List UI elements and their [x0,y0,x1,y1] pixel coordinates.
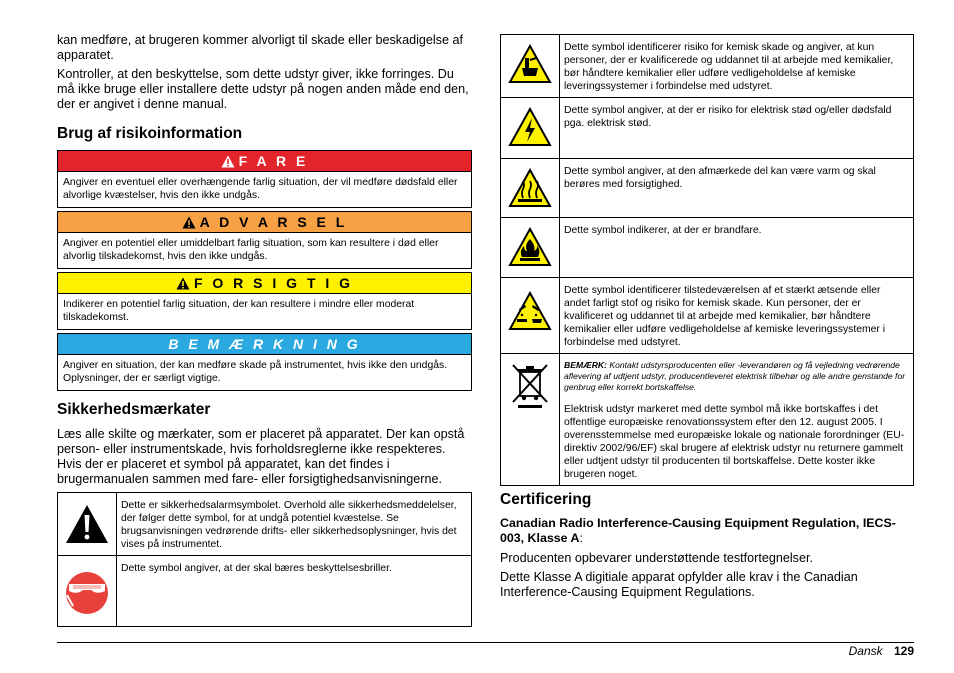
table-row [501,218,914,278]
safety-labels-paragraph: Læs alle skilte og mærkater, som er placeret på apparatet. Der kan opstå person- eller instrumentskade, hvis forholdsreglerne ikke respekteres. Hvis der er placeret et symbol på apparatet, kan det findes i brugermanualen sammen med fare- eller forsigtighedsanvisningerne. [57,427,465,486]
symbol-cell [58,556,117,627]
symbol-description: Dette symbol identificerer tilstedeværelsen af et stærkt ætsende eller andet farligt stof og risiko for kemisk skade. Kun personer, der er kvalificeret og uddannet til at arbejde med kemikalier, bør håndtere kemikalier eller udføre vedligeholdelse af kemiske leveringssystemer i forbindelse med udstyret. [560,278,914,354]
symbol-description: Dette symbol angiver, at der skal bæres beskyttelsesbriller. [117,556,472,627]
hazard-text-warning: Angiver en potentiel eller umiddelbart farlig situation, som kan resultere i død eller alvorlig tilskadekomst, hvis den ikke undgås. [63,238,439,262]
heading-risk-information: Brug af risikoinformation [57,125,243,142]
weee-description-cell [560,354,914,486]
hot-surface-icon [508,168,552,208]
exclamation-triangle-icon [64,503,110,545]
weee-text: Elektrisk udstyr markeret med dette symbol må ikke bortskaffes i det offentlige europæiske renovationssystem efter den 12. august 2005. I overensstemmelse med europæiske lokale og nationale forordninger (EU-direktiv 2002/96/EF) skal brugere af elektrisk udstyr nu returnere gammelt eller udtjent udstyr til producenten til bortskaffelse. Dette koster ikke brugeren noget. [564,404,905,480]
warning-triangle-icon [182,216,196,229]
table-row [501,159,914,218]
table-row [58,556,472,627]
footer-language: Dansk [848,644,883,658]
symbol-cell [501,354,560,486]
weee-note: BEMÆRK: Kontakt udstyrsproducenten eller -leverandøren og få vejledning vedrørende aflevering af udtjent udstyr, producentleveret elektrisk tilbehør og alle andre genstande for genbrug eller korrekt bortskaffelse. [564,360,906,392]
hazard-text-notice: Angiver en situation, der kan medføre skade på instrumentet, hvis ikke den undgås. Oplysninger, der er særligt vigtige. [63,360,448,384]
symbol-description: Dette symbol identificerer risiko for kemisk skade og angiver, at kun personer, der er kvalificerede og uddannet til at arbejde med kemikalier, bør håndtere kemikalier eller udføre vedligeholdelse af kemiske leveringssystemer i forbindelse med udstyret. [560,35,914,98]
warning-triangle-icon [221,155,235,168]
intro-paragraph-1: kan medføre, at brugeren kommer alvorligt til skade eller beskadigelse af apparatet. [57,33,463,62]
symbol-cell [501,218,560,278]
heading-safety-labels: Sikkerhedsmærkater [57,401,211,418]
symbol-table-left [57,492,472,627]
safety-glasses-icon [63,568,111,616]
hazard-box-danger [57,150,472,208]
symbol-description: Dette er sikkerhedsalarmsymbolet. Overhold alle sikkerhedsmeddelelser, der følger dette symbol, for at undgå potentiel kvæstelse. Se brugsanvisningen vedrørende drifts- eller sikkerhedsoplysninger, hvis det vises på instrumentet. [117,493,472,556]
cert-subheading: Canadian Radio Interference-Causing Equipment Regulation, IECS-003, Klasse A: [500,516,896,545]
corrosive-icon [508,291,552,331]
symbol-cell [501,35,560,98]
hazard-box-notice [57,333,472,391]
hazard-text-caution: Indikerer en potentiel farlig situation, der kan resultere i mindre eller moderat tilskadekomst. [63,299,415,323]
electrical-hazard-icon [508,107,552,147]
hazard-box-warning [57,211,472,269]
symbol-cell [501,278,560,354]
symbol-table-right [500,34,914,486]
symbol-cell [501,159,560,218]
intro-paragraph-2: Kontroller, at den beskyttelse, som dette udstyr giver, ikke forringes. Du må ikke bruge eller installere dette udstyr på nogen anden måde end den, der er angivet i denne manual. [57,67,469,111]
heading-certification: Certificering [500,491,592,508]
hazard-box-caution [57,272,472,330]
hazard-label-danger: F A R E [58,151,471,172]
cert-paragraph-1: Producenten opbevarer understøttende testfortegnelser. [500,551,813,565]
cert-paragraph-2: Dette Klasse A digitiale apparat opfylder alle krav i the Canadian Interference-Causing Equipment Regulations. [500,570,858,599]
chemical-hazard-icon [508,44,552,84]
hazard-label-warning: A D V A R S E L [58,212,471,233]
symbol-description: Dette symbol indikerer, at der er brandfare. [560,218,914,278]
table-row [501,98,914,159]
table-row [501,278,914,354]
table-row [501,354,914,486]
fire-hazard-icon [508,227,552,267]
hazard-label-notice: B E M Æ R K N I N G [58,334,471,355]
symbol-cell [501,98,560,159]
table-row [501,35,914,98]
warning-triangle-icon [176,277,190,290]
page-footer [849,644,914,658]
footer-divider [57,642,914,643]
page-number: 129 [893,644,914,658]
hazard-label-caution: F O R S I G T I G [58,273,471,294]
crossed-bin-icon [510,362,550,410]
symbol-description: Dette symbol angiver, at den afmærkede del kan være varm og skal berøres med forsigtighed. [560,159,914,218]
symbol-cell [58,493,117,556]
table-row [58,493,472,556]
symbol-description: Dette symbol angiver, at der er risiko for elektrisk stød og/eller dødsfald pga. elektrisk stød. [560,98,914,159]
hazard-text-danger: Angiver en eventuel eller overhængende farlig situation, der vil medføre dødsfald eller alvorlige kvæstelser, hvis den ikke undgås. [63,177,458,201]
